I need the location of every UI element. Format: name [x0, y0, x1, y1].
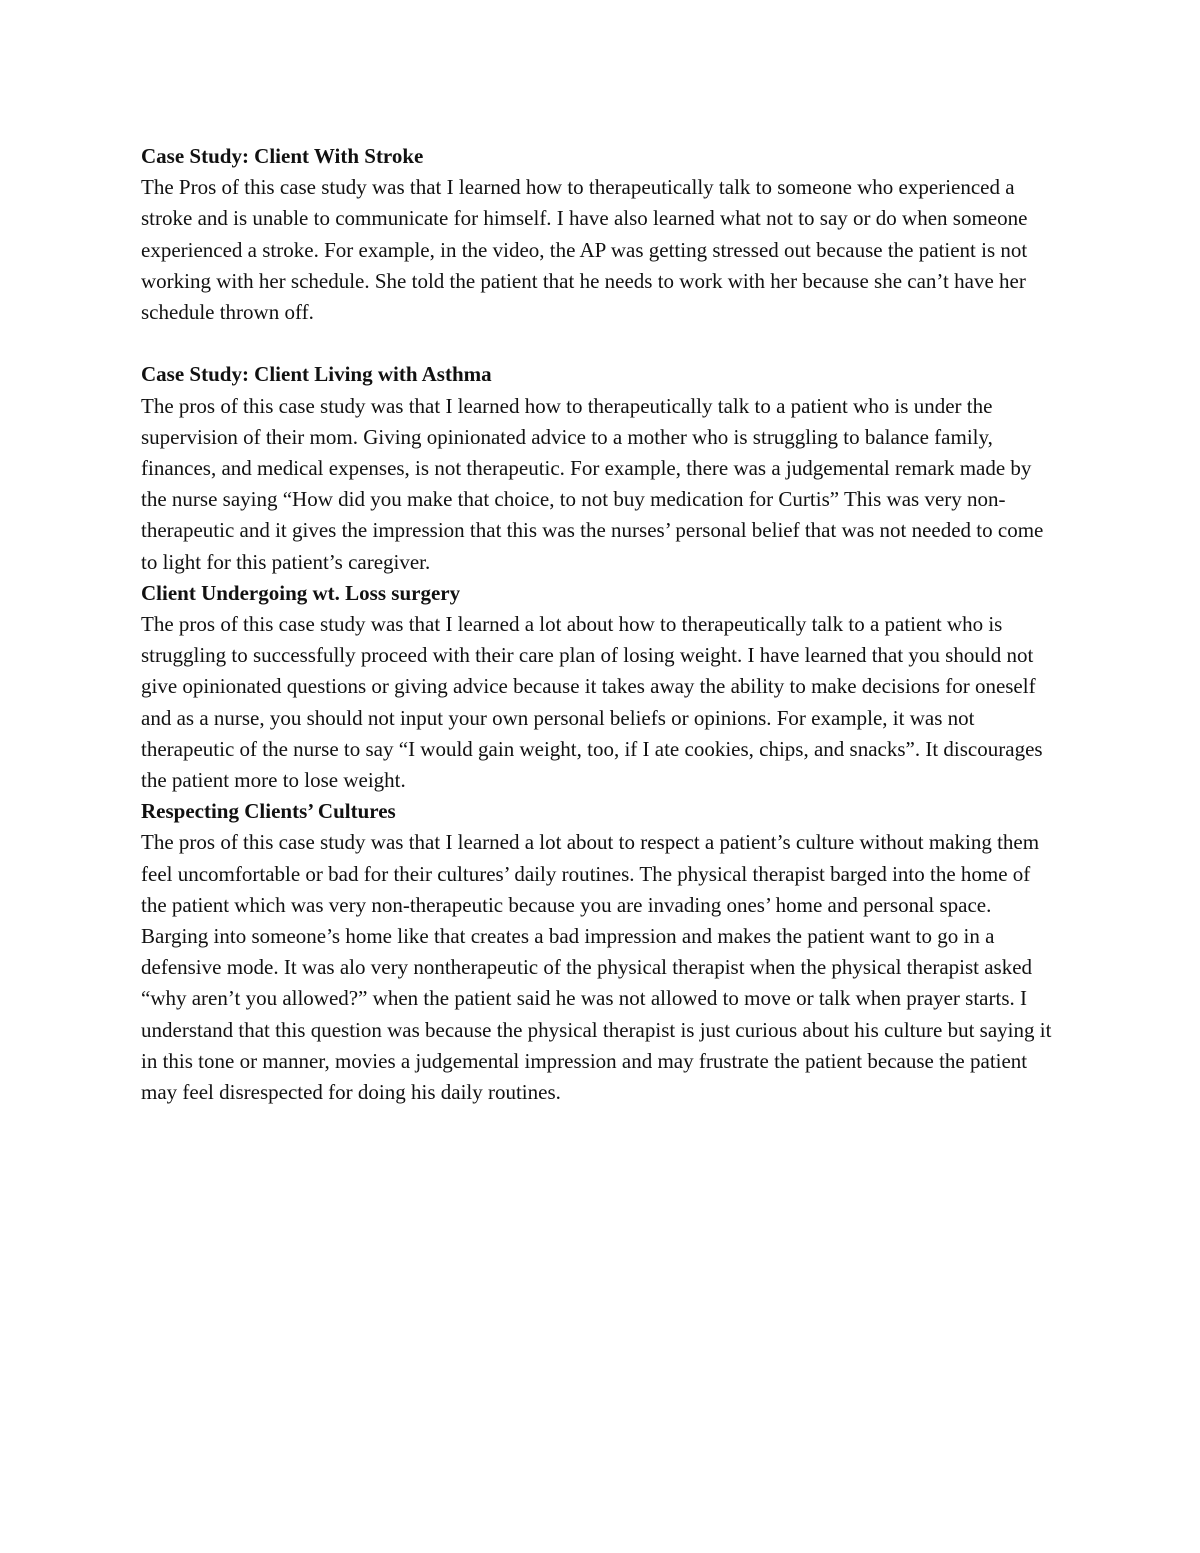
section-heading: Case Study: Client With Stroke — [141, 144, 424, 168]
section-heading: Client Undergoing wt. Loss surgery — [141, 580, 461, 605]
blank-line — [141, 328, 1061, 359]
section-paragraph: The pros of this case study was that I learned a lot about how to therapeutically talk to a patient who is struggling to successfully proceed with their care plan of losing weight. I have learned that you should not give opinionated questions or giving advice because it takes away the ability to make decisions for oneself and as a nurse, you should not input your own personal beliefs or opinions. For example, it was not therapeutic of the nurse to say “I would gain weight, too, if I ate cookies, chips, and snacks”. It discourages the patient more to lose weight. — [141, 612, 1043, 793]
section-cultures — [141, 796, 1061, 1108]
section-weight-loss — [141, 578, 1061, 796]
section-stroke — [141, 141, 1061, 328]
section-heading: Case Study: Client Living with Asthma — [141, 362, 492, 387]
section-heading: Respecting Clients’ Cultures — [141, 799, 396, 824]
section-paragraph: The pros of this case study was that I learned a lot about to respect a patient’s culture without making them feel uncomfortable or bad for their cultures’ daily routines. The physical therapist barged into the home of the patient which was very non-therapeutic because you are invading ones’ home and personal space. Barging into someone’s home like that creates a bad impression and makes the patient want to go in a defensive mode. It was alo very nontherapeutic of the physical therapist when the physical therapist asked “why aren’t you allowed?” when the patient said he was not allowed to move or talk when prayer starts. I understand that this question was because the physical therapist is just curious about his culture but saying it in this tone or manner, movies a judgemental impression and may frustrate the patient because the patient may feel disrespected for doing his daily routines. — [141, 830, 1052, 1105]
section-asthma — [141, 359, 1061, 577]
document-content — [141, 141, 1061, 1108]
section-paragraph: The pros of this case study was that I learned how to therapeutically talk to a patient who is under the supervision of their mom. Giving opinionated advice to a mother who is struggling to balance family, finances, and medical expenses, is not therapeutic. For example, there was a judgemental remark made by the nurse saying “How did you make that choice, to not buy medication for Curtis” This was very non-therapeutic and it gives the impression that this was the nurses’ personal belief that was not needed to come to light for this patient’s caregiver. — [141, 393, 1044, 574]
section-paragraph: The Pros of this case study was that I learned how to therapeutically talk to someone who experienced a stroke and is unable to communicate for himself. I have also learned what not to say or do when someone experienced a stroke. For example, in the video, the AP was getting stressed out because the patient is not working with her schedule. She told the patient that he needs to work with her because she can’t have her schedule thrown off. — [141, 175, 1028, 325]
